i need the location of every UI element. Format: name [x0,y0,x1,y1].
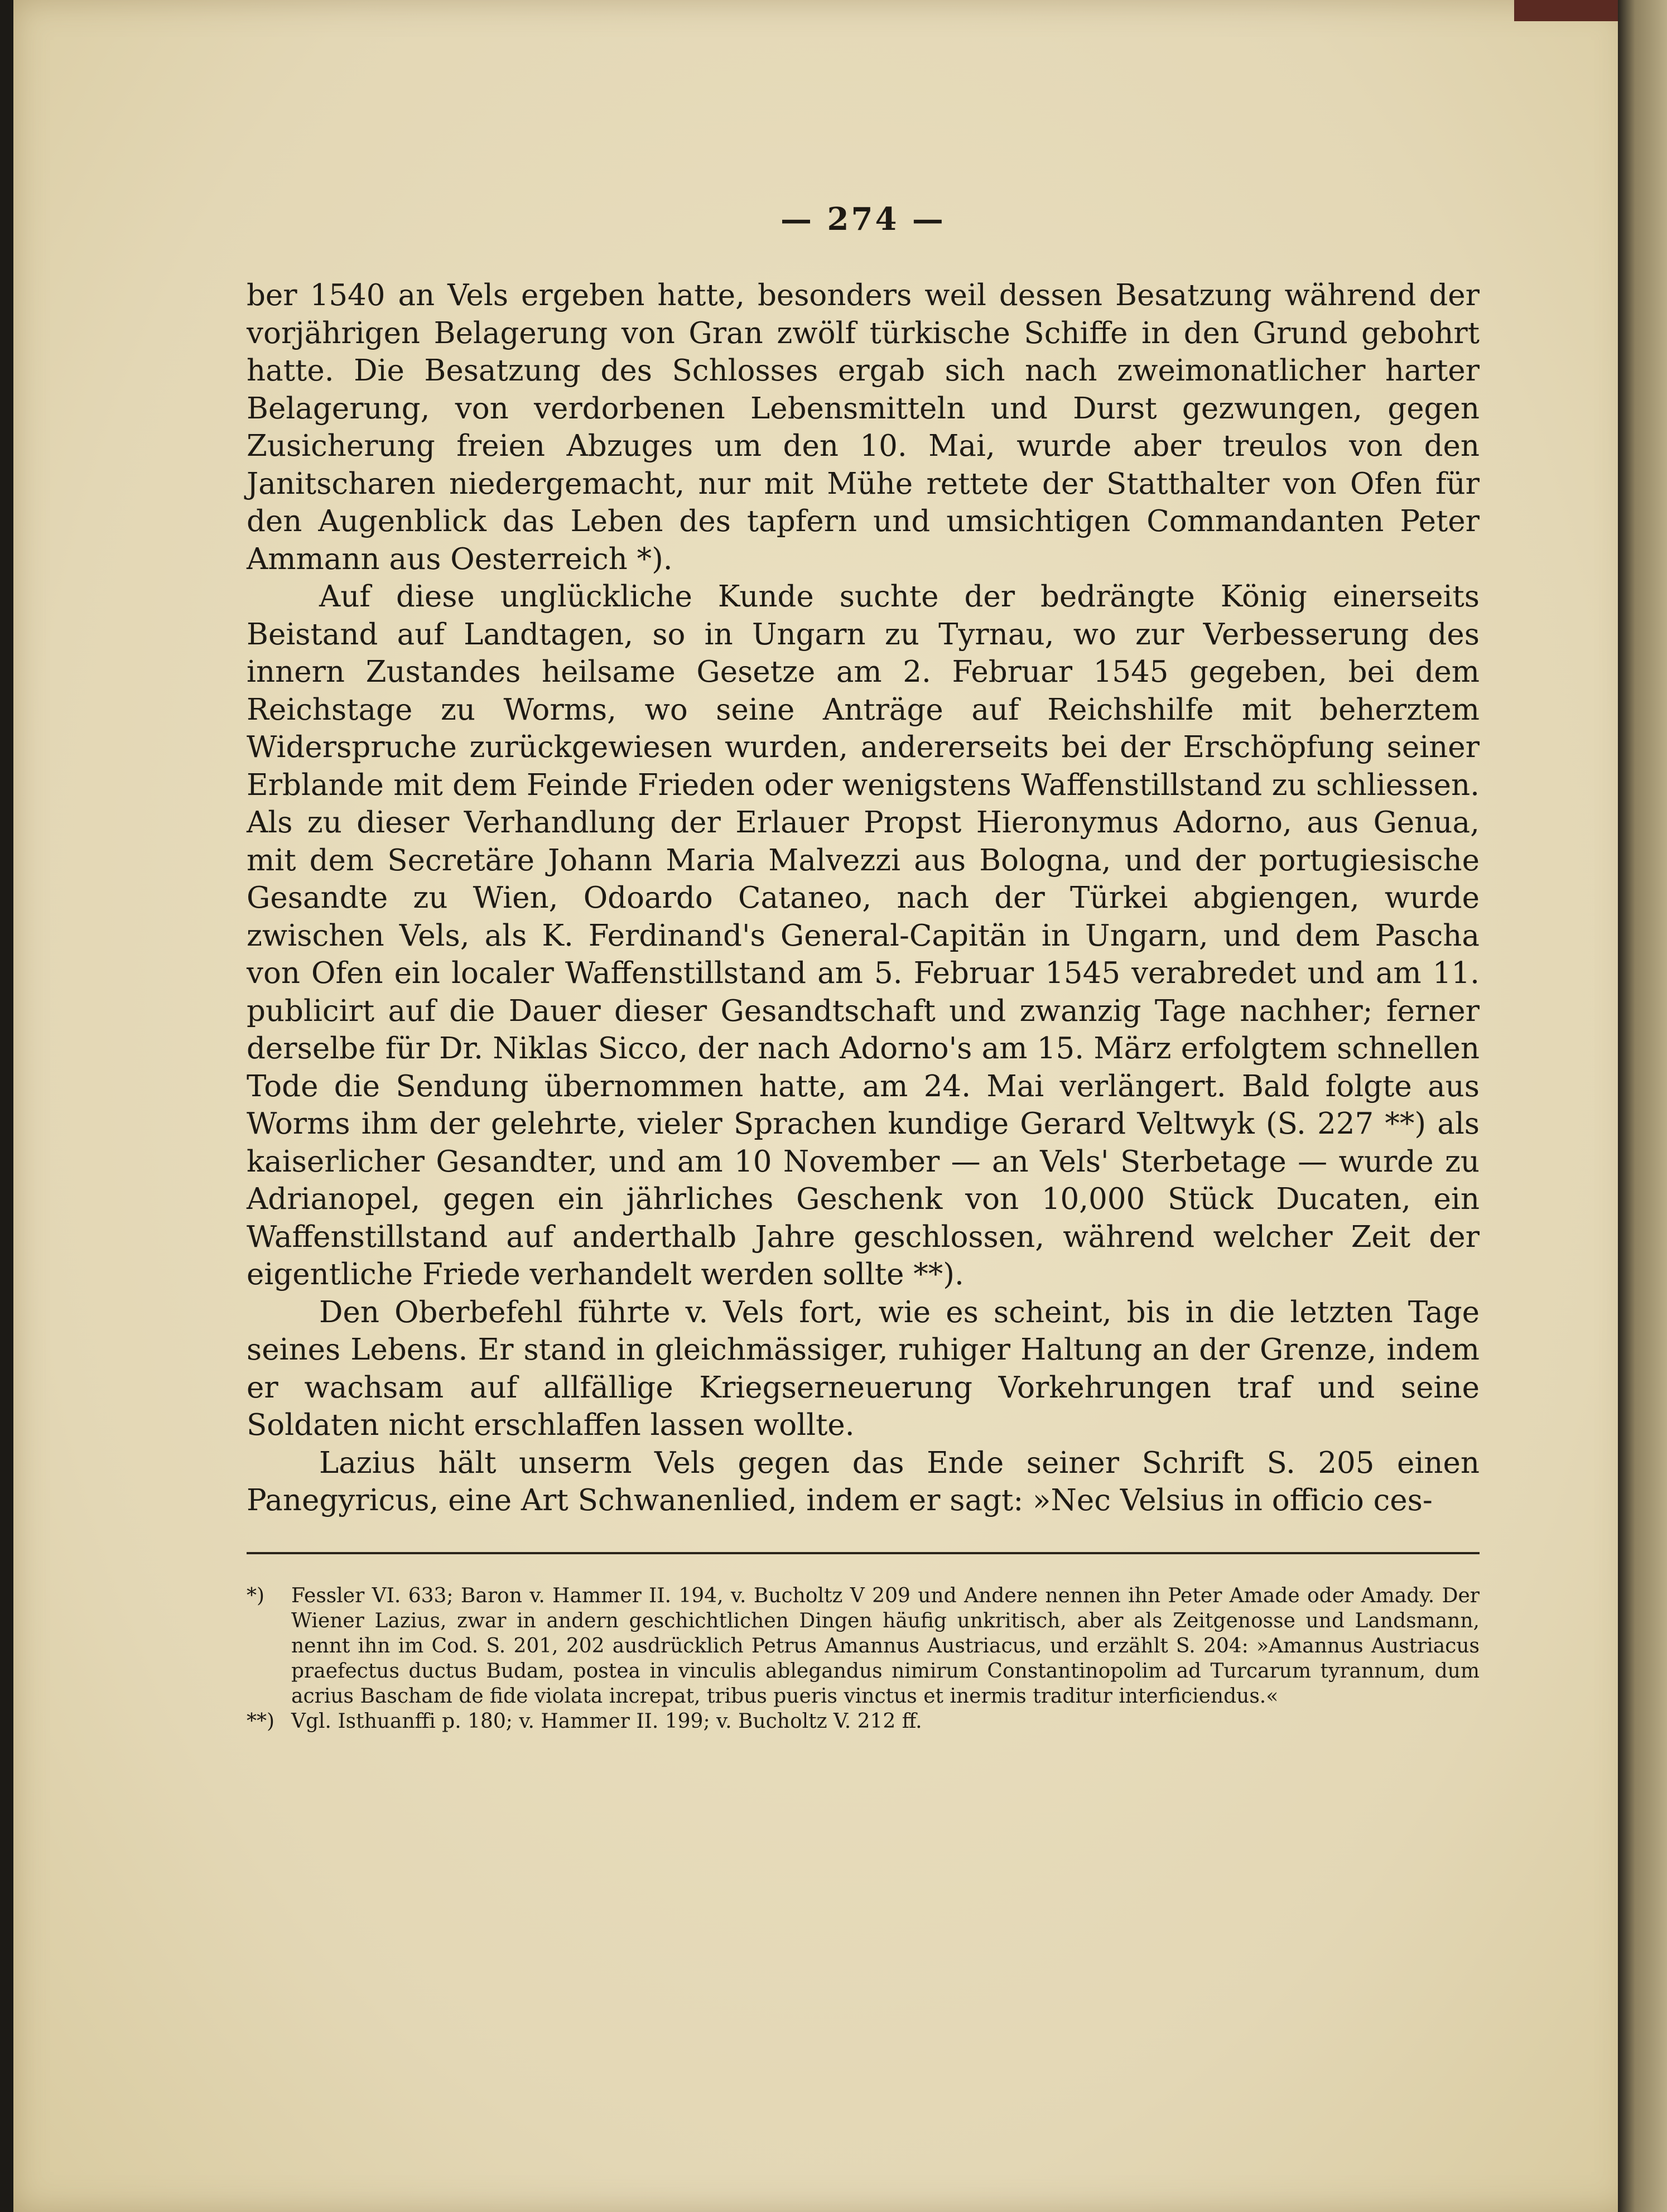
footnote-1-text: Fessler VI. 633; Baron v. Hammer II. 194, v. Bucholtz V 209 und Andere nennen ihn Peter Amade oder Amady. Der Wiener Lazius, zwar in andern geschichtlichen Dingen häufig unkritisch, aber als Zeitgenosse und Landsmann, nennt ihn im Cod. S. 201, 202 ausdrücklich Petrus Amannus Austriacus, und erzählt S. 204: »Amannus Austriacus praefectus ductus Budam, postea in vinculis ablegandus nimirum Constantinopolim ad Turcarum tyrannum, dum acrius Bascham de fide violata increpat, tribus pueris vinctus et inermis traditur interficiendus.« [291,1584,1480,1708]
footnote-2-text: Vgl. Isthuanffi p. 180; v. Hammer II. 199; v. Bucholtz V. 212 ff. [291,1709,922,1733]
footnote-1 [247,1583,1480,1709]
binding-strip [1514,0,1631,21]
footnote-2 [247,1709,1480,1734]
paragraph-3: Den Oberbefehl führte v. Vels fort, wie es scheint, bis in die letzten Tage seines Lebens. Er stand in gleichmässiger, ruhiger Haltung an der Grenze, indem er wachsam auf allfällige Kriegserneuerung Vorkehrungen traf und seine Soldaten nicht erschlaffen lassen wollte. [247,1295,1480,1442]
page-number: — 274 — [780,201,946,238]
paragraph-2: Auf diese unglückliche Kunde suchte der bedrängte König einerseits Beistand auf Landtagen, so in Ungarn zu Tyrnau, wo zur Verbesserung des innern Zustandes heilsame Gesetze am 2. Februar 1545 gegeben, bei dem Reichstage zu Worms, wo seine Anträge auf Reichshilfe mit beherztem Widerspruche zurückgewiesen wurden, andererseits bei der Erschöpfung seiner Erblande mit dem Feinde Frieden oder wenigstens Waffenstillstand zu schliessen. Als zu dieser Verhandlung der Erlauer Propst Hieronymus Adorno, aus Genua, mit dem Secretäre Johann Maria Malvezzi aus Bologna, und der portugiesische Gesandte zu Wien, Odoardo Cataneo, nach der Türkei abgiengen, wurde zwischen Vels, als K. Ferdinand's General-Capitän in Ungarn, und dem Pascha von Ofen ein localer Waffenstillstand am 5. Februar 1545 verabredet und am 11. publicirt auf die Dauer dieser Gesandtschaft und zwanzig Tage nachher; ferner derselbe für Dr. Niklas Sicco, der nach Adorno's am 15. März erfolgtem schnellen Tode die Sendung übernommen hatte, am 24. Mai verlängert. Bald folgte aus Worms ihm der gelehrte, vieler Sprachen kundige Gerard Veltwyk (S. 227 **) als kaiserlicher Gesandter, und am 10 November — an Vels' Sterbetage — wurde zu Adrianopel, gegen ein jährliches Geschenk von 10,000 Stück Ducaten, ein Waffenstillstand auf anderthalb Jahre geschlossen, während welcher Zeit der eigentliche Friede verhandelt werden sollte **). [247,580,1480,1291]
page-text-block [247,201,1480,1734]
footnote-divider [247,1552,1480,1554]
paragraph-4: Lazius hält unserm Vels gegen das Ende seiner Schrift S. 205 einen Panegyricus, eine Art Schwanenlied, indem er sagt: »Nec Velsius in officio ces- [247,1445,1480,1517]
paragraph-1: ber 1540 an Vels ergeben hatte, besonders weil dessen Besatzung während der vorjährigen Belagerung von Gran zwölf türkische Schiffe in den Grund gebohrt hatte. Die Besatzung des Schlosses ergab sich nach zweimonatlicher harter Belagerung, von verdorbenen Lebensmitteln und Durst gezwungen, gegen Zusicherung freien Abzuges um den 10. Mai, wurde aber treulos von den Janitscharen niedergemacht, nur mit Mühe rettete der Statthalter von Ofen für den Augenblick das Leben des tapfern und umsichtigen Commandanten Peter Ammann aus Oesterreich *). [247,278,1480,576]
footnote-1-mark: *) [247,1584,265,1607]
book-page [13,0,1631,2212]
footnote-2-mark: **) [247,1709,275,1733]
page-edge [1618,0,1667,2212]
